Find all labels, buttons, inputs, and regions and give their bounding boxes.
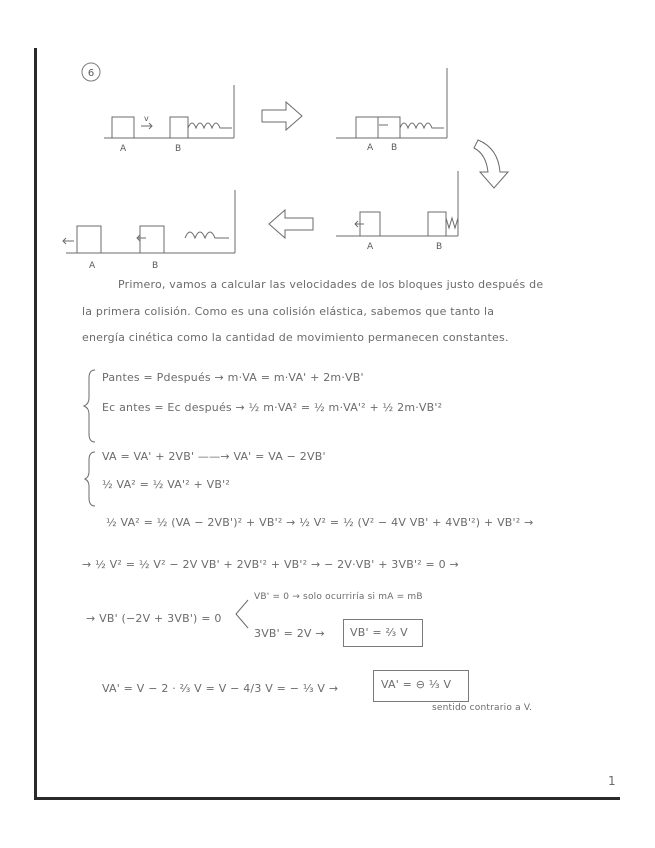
intro-line-1: Primero, vamos a calcular las velocidades de los bloques justo después de [118, 278, 544, 291]
trivial-solution: VB' = 0 → solo ocurriría si mA = mB [254, 592, 423, 602]
energy-equation: Ec antes = Ec después → ½ m·VA² = ½ m·VA'² + ½ 2m·VB'² [102, 401, 443, 414]
diagram-final [63, 190, 235, 253]
page-number: 1 [608, 774, 616, 788]
diagram-spring-compressed [336, 171, 458, 236]
nontrivial-solution: 3VB' = 2V → [254, 627, 325, 640]
answer-va: VA' = ⊖ ⅓ V [381, 678, 452, 691]
brace-system-1 [84, 370, 95, 442]
substitution-equation: ½ VA² = ½ (VA − 2VB')² + VB'² → ½ V² = ½ (V² − 4V VB' + 4VB'²) + VB'² → [106, 516, 534, 529]
velocity-label: v [144, 114, 149, 123]
intro-line-3: energía cinética como la cantidad de movimiento permanecen constantes. [82, 331, 509, 344]
arrow-down-curved-icon [474, 140, 508, 188]
momentum-equation: Pantes = Pdespués → m·VA = m·VA' + 2m·VB' [102, 371, 364, 384]
simplification-equation: → ½ V² = ½ V² − 2V VB' + 2VB'² + VB'² → − 2V·VB' + 3VB'² = 0 → [82, 558, 459, 571]
bracket-cases [236, 600, 248, 628]
label-a1: A [120, 144, 127, 154]
label-a4: A [89, 261, 96, 271]
label-a3: A [367, 242, 374, 252]
direction-note: sentido contrario a V. [432, 703, 533, 713]
answer-vb: VB' = ⅔ V [350, 626, 408, 639]
label-b2: B [391, 143, 398, 153]
intro-line-2: la primera colisión. Como es una colisión elástica, sabemos que tanto la [82, 305, 495, 318]
label-b1: B [175, 144, 182, 154]
system-eq-1: VA = VA' + 2VB' ——→ VA' = VA − 2VB' [102, 450, 326, 463]
label-b3: B [436, 242, 443, 252]
system-eq-2: ½ VA² = ½ VA'² + VB'² [102, 478, 230, 491]
brace-system-2 [85, 452, 95, 506]
arrow-left-icon [269, 210, 313, 238]
diagram-initial [104, 85, 234, 138]
problem-number: 6 [87, 68, 95, 79]
label-a2: A [367, 143, 374, 153]
diagram-collision [336, 68, 447, 138]
label-b4: B [152, 261, 159, 271]
arrow-right-icon [262, 102, 302, 130]
factorization-equation: → VB' (−2V + 3VB') = 0 [86, 612, 222, 625]
va-derivation: VA' = V − 2 · ⅔ V = V − 4/3 V = − ⅓ V → [102, 682, 339, 695]
